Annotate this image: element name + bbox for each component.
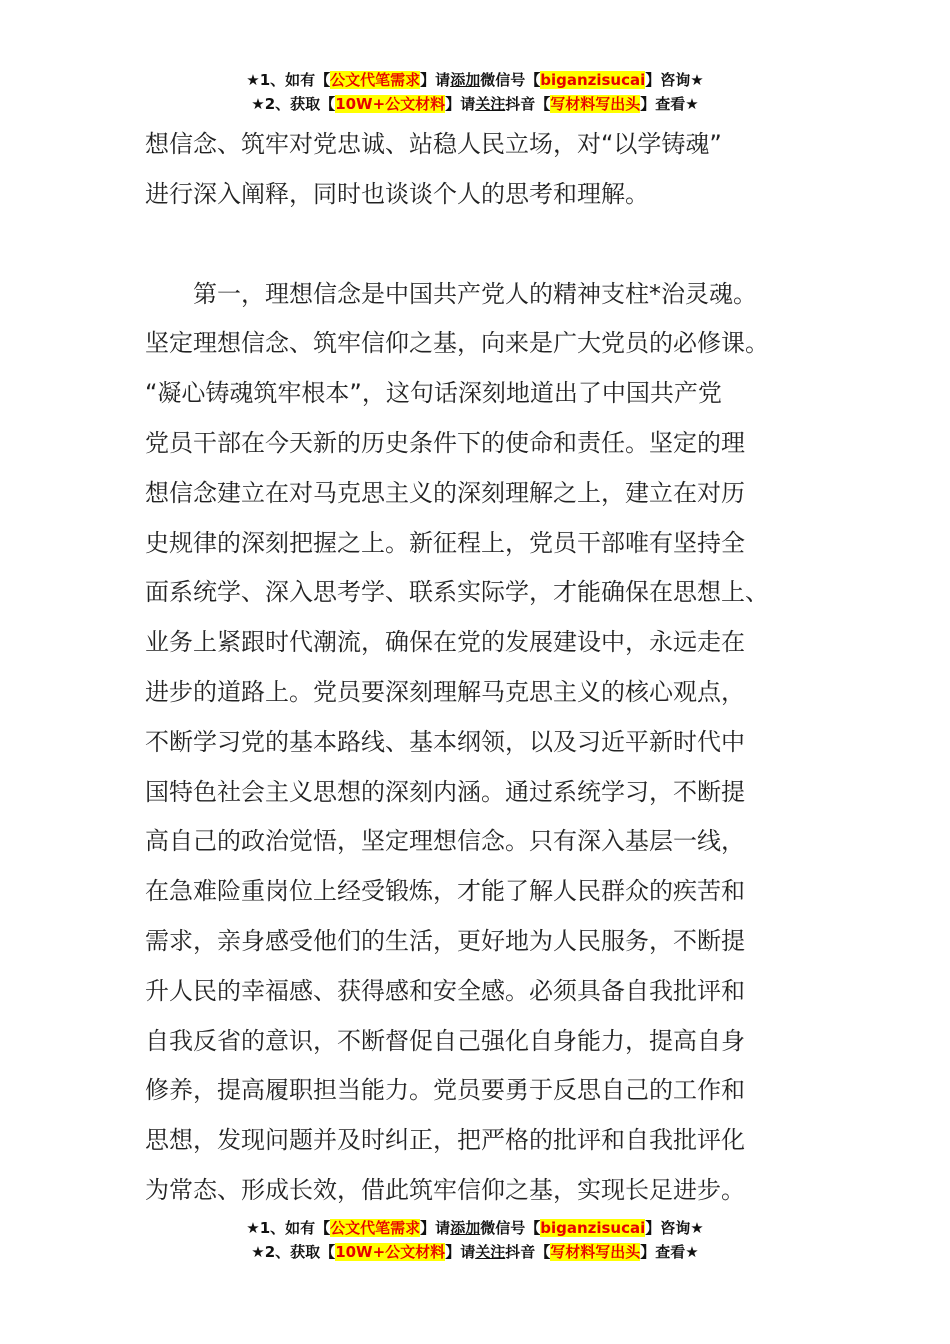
promo-banner-bottom: [0, 1216, 950, 1264]
promo-underline: 添加: [450, 1219, 481, 1237]
paragraph-line: 在急难险重岗位上经受锻炼，才能了解人民群众的疾苦和: [145, 877, 745, 906]
paragraph-line: 面系统学、深入思考学、联系实际学，才能确保在思想上、: [145, 578, 769, 607]
paragraph-line: 坚定理想信念、筑牢信仰之基，向来是广大党员的必修课。: [145, 329, 769, 358]
document-body: [145, 120, 805, 1216]
promo-text: ★1、如有【: [246, 1219, 331, 1237]
promo-text: ★2、获取【: [251, 95, 336, 113]
promo-line-2: [0, 1240, 950, 1264]
promo-text: 】请: [445, 95, 476, 113]
promo-highlight: 公文代笔需求: [330, 71, 421, 89]
promo-text: 】请: [445, 1243, 476, 1261]
promo-highlight: 10W+公文材料: [335, 95, 446, 113]
paragraph-line: 需求，亲身感受他们的生活，更好地为人民服务，不断提: [145, 926, 745, 955]
paragraph-line: 为常态、形成长效，借此筑牢信仰之基，实现长足进步。: [145, 1175, 745, 1204]
promo-underline: 关注: [475, 95, 506, 113]
intro-line: 想信念、筑牢对党忠诚、站稳人民立场，对“以学铸魂”: [145, 130, 722, 158]
paragraph-line: 修养，提高履职担当能力。党员要勇于反思自己的工作和: [145, 1076, 745, 1105]
paragraph-line: 第一，理想信念是中国共产党人的精神支柱*治灵魂。: [193, 279, 757, 308]
promo-highlight: 写材料写出头: [550, 95, 641, 113]
promo-text: 】咨询★: [645, 1219, 704, 1237]
paragraph-line: 业务上紧跟时代潮流，确保在党的发展建设中，永远走在: [145, 628, 745, 657]
paragraph-gap: [145, 220, 805, 270]
paragraph-line: 史规律的深刻把握之上。新征程上，党员干部唯有坚持全: [145, 528, 745, 557]
promo-text: 微信号【: [480, 71, 541, 89]
promo-text: 微信号【: [480, 1219, 541, 1237]
promo-highlight: biganzisucai: [540, 1219, 646, 1237]
promo-line-2: [0, 92, 950, 116]
paragraph-line: 升人民的幸福感、获得感和安全感。必须具备自我批评和: [145, 976, 745, 1005]
promo-text: 】请: [420, 71, 451, 89]
paragraph-line: 党员干部在今天新的历史条件下的使命和责任。坚定的理: [145, 428, 745, 457]
promo-highlight: biganzisucai: [540, 71, 646, 89]
promo-highlight: 写材料写出头: [550, 1243, 641, 1261]
promo-highlight: 公文代笔需求: [330, 1219, 421, 1237]
paragraph-line: 进步的道路上。党员要深刻理解马克思主义的核心观点，: [145, 677, 745, 706]
paragraph-line: 自我反省的意识，不断督促自己强化自身能力，提高自身: [145, 1026, 745, 1055]
paragraph-line: 国特色社会主义思想的深刻内涵。通过系统学习，不断提: [145, 777, 745, 806]
promo-line-1: [0, 1216, 950, 1240]
promo-highlight: 10W+公文材料: [335, 1243, 446, 1261]
promo-line-1: [0, 68, 950, 92]
paragraph-line: 不断学习党的基本路线、基本纲领，以及习近平新时代中: [145, 727, 745, 756]
promo-text: 】查看★: [640, 95, 699, 113]
paragraph-line: 高自己的政治觉悟，坚定理想信念。只有深入基层一线，: [145, 827, 745, 856]
promo-text: ★1、如有【: [246, 71, 331, 89]
promo-text: 】咨询★: [645, 71, 704, 89]
promo-text: ★2、获取【: [251, 1243, 336, 1261]
intro-line: 进行深入阐释，同时也谈谈个人的思考和理解。: [145, 179, 649, 208]
promo-text: 】请: [420, 1219, 451, 1237]
paragraph-line: 想信念建立在对马克思主义的深刻理解之上，建立在对历: [145, 478, 745, 507]
paragraph-line: 思想，发现问题并及时纠正，把严格的批评和自我批评化: [145, 1126, 745, 1155]
promo-text: 抖音【: [505, 1243, 551, 1261]
promo-banner-top: [0, 68, 950, 116]
promo-underline: 添加: [450, 71, 481, 89]
promo-text: 抖音【: [505, 95, 551, 113]
promo-text: 】查看★: [640, 1243, 699, 1261]
paragraph-line: “凝心铸魂筑牢根本”，这句话深刻地道出了中国共产党: [145, 379, 722, 408]
promo-underline: 关注: [475, 1243, 506, 1261]
